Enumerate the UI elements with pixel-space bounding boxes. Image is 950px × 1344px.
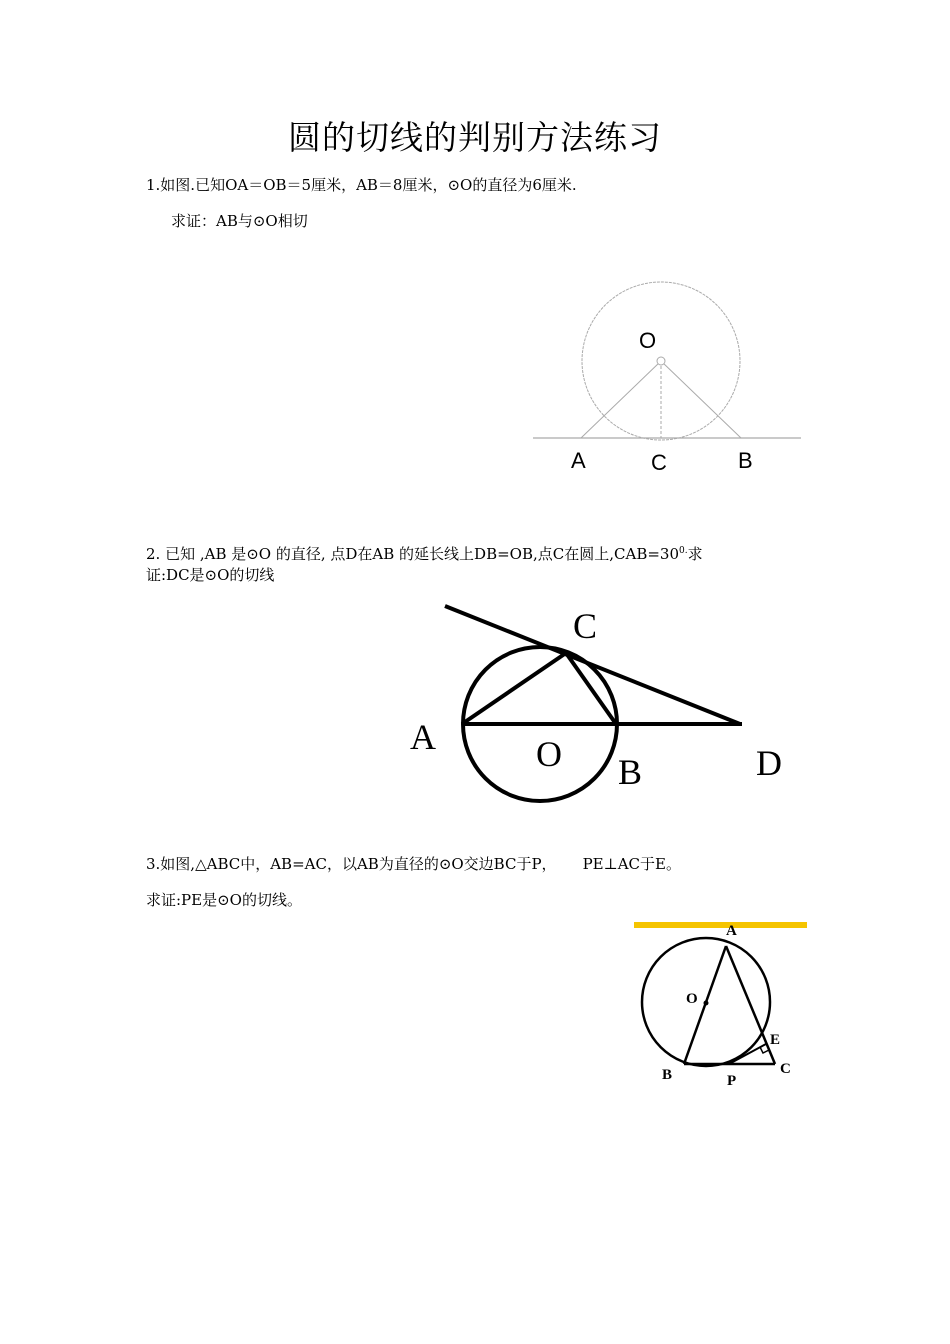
problem3-text-a: 3.如图,△ABC中，AB=AC，以AB为直径的⊙O交边BC于P， xyxy=(146,855,557,873)
fig2-label-C: C xyxy=(573,606,598,646)
fig2-label-O: O xyxy=(536,734,562,774)
fig2-label-D: D xyxy=(756,743,782,783)
fig3-label-B: B xyxy=(662,1067,673,1083)
page-title: 圆的切线的判别方法练习 xyxy=(288,118,662,157)
fig3-label-P: P xyxy=(727,1073,737,1089)
fig2-label-A: A xyxy=(410,717,436,757)
fig3-label-O: O xyxy=(686,991,698,1007)
fig2-label-B: B xyxy=(618,752,643,792)
fig3-label-C: C xyxy=(780,1061,791,1077)
problem1-prove: 求证：AB与⊙O相切 xyxy=(171,212,308,230)
fig3-label-E: E xyxy=(770,1032,781,1048)
problem2-degree: 0. xyxy=(679,546,688,556)
problem3-prove: 求证:PE是⊙O的切线。 xyxy=(146,891,302,909)
problem2-text-a: 2. 已知 ,AB 是⊙O 的直径, 点D在AB 的延长线上DB=OB,点C在圆上,CAB=30 xyxy=(146,545,679,563)
problem1-statement: 1.如图.已知OA＝OB＝5厘米，AB＝8厘米，⊙O的直径为6厘米. xyxy=(146,176,577,194)
problem2-prove: 证:DC是⊙O的切线 xyxy=(146,566,275,584)
fig3-center-point xyxy=(704,1001,709,1006)
problem2-text-b: 求 xyxy=(687,545,703,563)
fig1-label-C: C xyxy=(651,450,667,475)
fig3-highlight-bar xyxy=(634,922,807,928)
fig3-label-A: A xyxy=(726,923,737,939)
fig1-label-B: B xyxy=(738,448,753,473)
fig1-label-O: O xyxy=(639,328,657,353)
fig1-label-A: A xyxy=(571,448,586,473)
problem3-text-b: PE⊥AC于E。 xyxy=(582,855,681,873)
